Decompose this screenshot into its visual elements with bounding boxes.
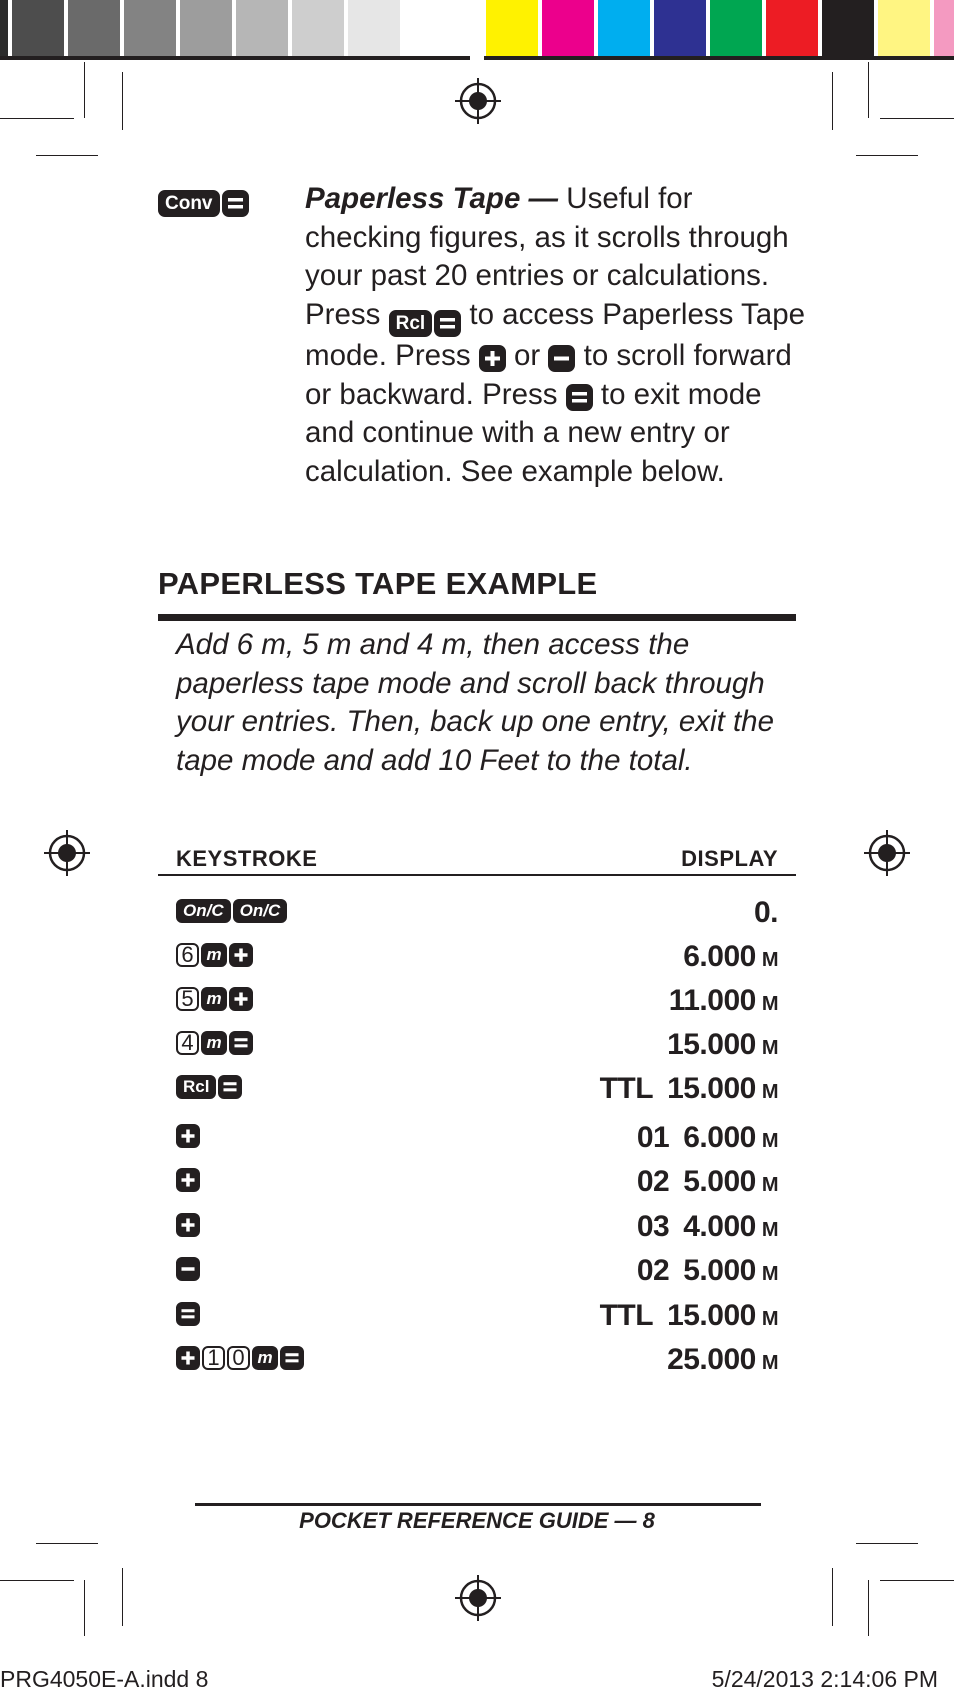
plus-key-icon: [176, 1168, 200, 1192]
slug-file: PRG4050E-A.indd 8: [0, 1666, 209, 1692]
color-swatch: [0, 0, 8, 56]
feature-text: to scroll forward or backward. Press: [305, 339, 792, 411]
keystroke-sequence: [176, 1302, 200, 1326]
display-unit: M: [761, 1037, 778, 1059]
color-swatch: [598, 0, 650, 56]
display-unit: M: [761, 1263, 778, 1285]
display-value: [637, 1210, 778, 1244]
registration-mark-icon: [453, 76, 503, 126]
display-column-header: DISPLAY: [681, 846, 778, 871]
display-number: 25.000: [667, 1343, 756, 1376]
display-number: 11.000: [668, 984, 756, 1017]
display-number: 4.000: [683, 1210, 756, 1243]
display-unit: M: [761, 993, 778, 1015]
plus-key-icon: [229, 987, 253, 1011]
display-value: [600, 1072, 778, 1106]
keystroke-column-header: KEYSTROKE: [176, 846, 318, 871]
digit-key-icon: 0: [227, 1346, 250, 1370]
keystroke-sequence: [176, 943, 253, 967]
color-swatch: [348, 0, 400, 56]
display-prefix: 03: [636, 1210, 670, 1243]
color-swatch: [236, 0, 288, 56]
section-heading: PAPERLESS TAPE EXAMPLE: [158, 566, 598, 601]
table-rule: [158, 874, 796, 876]
display-value: [683, 940, 778, 974]
plus-key-icon: [229, 943, 253, 967]
table-row: [176, 896, 778, 930]
equals-key-icon: [218, 1075, 242, 1099]
onc-key-icon: On/C: [233, 899, 288, 923]
display-value: [637, 1121, 778, 1155]
display-unit: M: [761, 1219, 778, 1241]
digit-key-icon: 5: [176, 987, 199, 1011]
minus-key-icon: [548, 345, 575, 372]
keystroke-sequence: [176, 1031, 253, 1055]
table-row: [176, 1254, 778, 1288]
color-swatch: [292, 0, 344, 56]
color-swatch: [654, 0, 706, 56]
plus-key-icon: [479, 345, 506, 372]
table-row: [176, 1121, 778, 1155]
equals-key-icon: [280, 1346, 304, 1370]
display-value: [600, 1299, 778, 1333]
display-number: 15.000: [667, 1028, 756, 1061]
page-footer: POCKET REFERENCE GUIDE — 8: [299, 1508, 655, 1533]
display-number: 6.000: [683, 1121, 756, 1154]
meters-key-icon: m: [201, 987, 227, 1011]
table-row: [176, 984, 778, 1018]
meters-key-icon: m: [201, 1031, 227, 1055]
plus-key-icon: [176, 1213, 200, 1237]
color-swatch: [710, 0, 762, 56]
slug-timestamp: 5/24/2013 2:14:06 PM: [711, 1666, 938, 1692]
display-value: [669, 984, 778, 1018]
color-swatch: [68, 0, 120, 56]
display-prefix: TTL: [599, 1299, 654, 1332]
color-swatch: [180, 0, 232, 56]
color-swatch: [878, 0, 930, 56]
feature-text: Useful for checking figures, as it scrolls through your past 20 entries or calculations. Press: [305, 182, 789, 331]
keystroke-sequence: [176, 1213, 200, 1237]
color-swatch: [934, 0, 954, 56]
equals-key-icon: [176, 1302, 200, 1326]
table-row: [176, 1165, 778, 1199]
display-number: 15.000: [667, 1299, 756, 1332]
conv-key-icon: Conv: [158, 190, 220, 217]
equals-key-icon: [434, 310, 461, 337]
feature-text: to exit mode and continue with a new entry or calculation. See example below.: [305, 377, 762, 488]
color-swatch: [822, 0, 874, 56]
display-number: 15.000: [667, 1072, 756, 1105]
equals-key-icon: [566, 384, 593, 411]
digit-key-icon: 4: [176, 1031, 199, 1055]
keystroke-sequence: [176, 1124, 200, 1148]
display-value: [667, 1028, 778, 1062]
meters-key-icon: m: [201, 943, 227, 967]
keystroke-sequence: [176, 1168, 200, 1192]
table-row: [176, 1299, 778, 1333]
color-swatch: [542, 0, 594, 56]
keystroke-sequence: [176, 899, 287, 923]
color-swatch: [486, 0, 538, 56]
table-row: [176, 1343, 778, 1377]
paperless-tape-description: [305, 180, 805, 491]
digit-key-icon: 6: [176, 943, 199, 967]
display-number: 5.000: [683, 1254, 756, 1287]
heading-rule: [158, 614, 796, 621]
feature-text: or: [505, 339, 549, 373]
color-bar-border: [0, 56, 470, 60]
feature-text: to access Paperless Tape mode. Press: [305, 297, 806, 373]
keystroke-sequence: [176, 1075, 242, 1099]
rcl-key-icon: Rcl: [389, 310, 433, 337]
equals-key-icon: [222, 190, 249, 217]
display-prefix: 02: [636, 1165, 670, 1198]
plus-key-icon: [176, 1346, 200, 1370]
color-swatch: [404, 0, 464, 56]
display-value: [754, 896, 778, 930]
color-swatch: [766, 0, 818, 56]
feature-title: Paperless Tape —: [305, 182, 559, 215]
display-value: [637, 1254, 778, 1288]
display-prefix: TTL: [599, 1072, 654, 1105]
registration-mark-icon: [453, 1573, 503, 1623]
registration-mark-icon: [862, 828, 912, 878]
display-prefix: 01: [636, 1121, 670, 1154]
display-prefix: 02: [636, 1254, 670, 1287]
plus-key-icon: [176, 1124, 200, 1148]
display-unit: M: [761, 1081, 778, 1103]
registration-mark-icon: [42, 828, 92, 878]
display-number: 6.000: [683, 940, 756, 973]
footer-rule: [195, 1503, 761, 1506]
table-row: [176, 1072, 778, 1106]
conv-equals-keys: [158, 190, 249, 217]
keystroke-sequence: [176, 1257, 200, 1281]
display-unit: M: [761, 1352, 778, 1374]
meters-key-icon: m: [252, 1346, 278, 1370]
onc-key-icon: On/C: [176, 899, 231, 923]
color-swatch: [12, 0, 64, 56]
display-unit: M: [761, 1174, 778, 1196]
table-row: [176, 1028, 778, 1062]
display-value: [667, 1343, 778, 1377]
keystroke-sequence: [176, 1346, 304, 1370]
color-swatch: [124, 0, 176, 56]
table-row: [176, 940, 778, 974]
display-number: 0.: [753, 896, 778, 929]
display-value: [637, 1165, 778, 1199]
table-row: [176, 1210, 778, 1244]
display-unit: M: [761, 1308, 778, 1330]
digit-key-icon: 1: [202, 1346, 225, 1370]
rcl-key-icon: Rcl: [176, 1075, 216, 1099]
display-unit: M: [761, 949, 778, 971]
example-description: Add 6 m, 5 m and 4 m, then access the paperless tape mode and scroll back through your entries. Then, back up one entry, exit the tape mode and add 10 Feet to the total.: [176, 628, 774, 777]
display-number: 5.000: [683, 1165, 756, 1198]
minus-key-icon: [176, 1257, 200, 1281]
equals-key-icon: [229, 1031, 253, 1055]
rcl-equals-keys: [389, 310, 462, 337]
display-unit: M: [761, 1130, 778, 1152]
color-bar-border: [484, 56, 954, 60]
keystroke-sequence: [176, 987, 253, 1011]
